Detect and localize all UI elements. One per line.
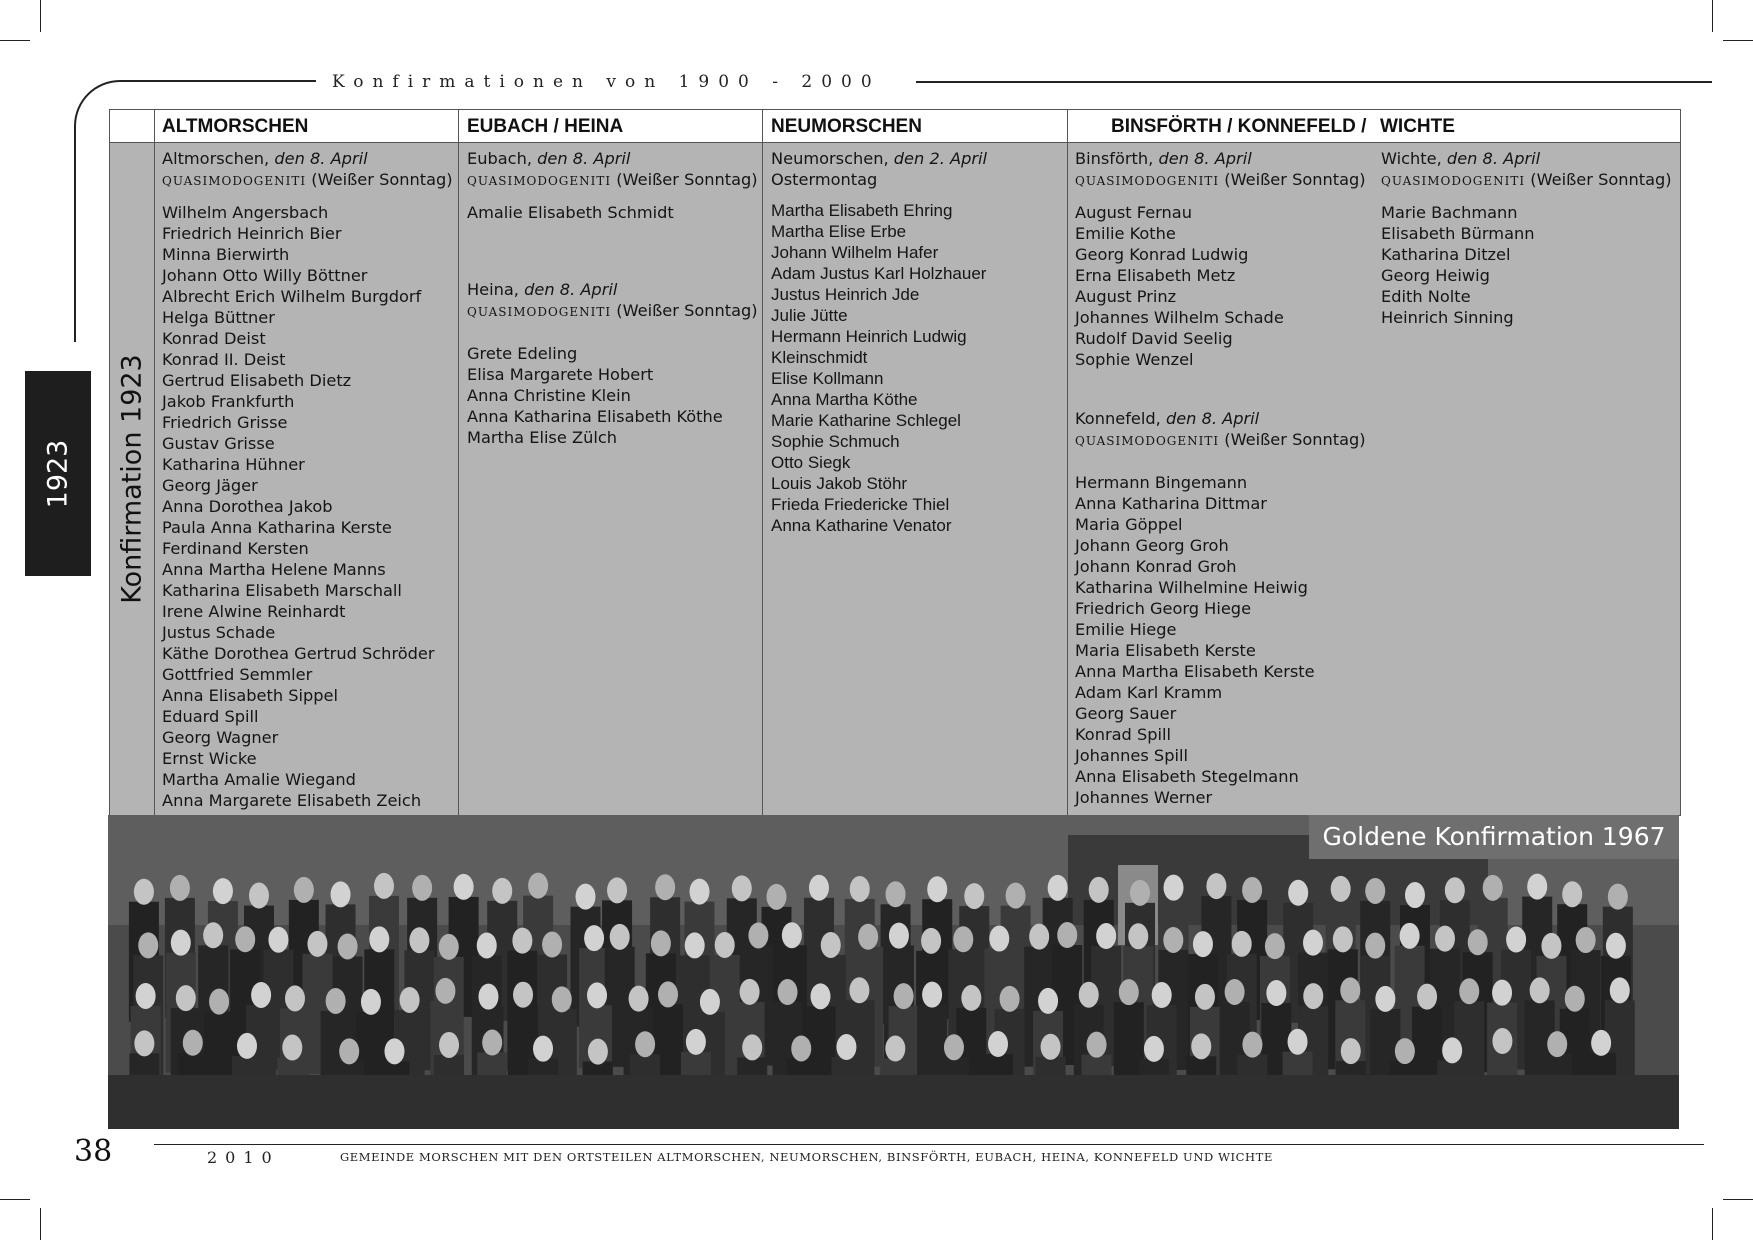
list-item: Anna Martha Elisabeth Kerste xyxy=(1075,662,1315,681)
list-item: Anna Margarete Elisabeth Zeich xyxy=(162,791,422,810)
list-item: Emilie Hiege xyxy=(1075,620,1177,639)
list-item: Gottfried Semmler xyxy=(162,665,313,684)
header-rule xyxy=(916,81,1712,83)
year-tab-label: 1923 xyxy=(42,439,74,508)
column-altmorschen xyxy=(162,148,453,811)
list-item: Grete Edeling xyxy=(467,344,578,363)
name-list xyxy=(162,202,453,811)
list-item: Georg Sauer xyxy=(1075,704,1177,723)
list-item: Friedrich Grisse xyxy=(162,413,288,432)
list-item: Anna Katharina Dittmar xyxy=(1075,494,1267,513)
group-photo-image xyxy=(108,815,1679,1129)
table-header-row xyxy=(110,110,1680,143)
list-item: Anna Christine Klein xyxy=(467,386,631,405)
crop-mark xyxy=(40,0,41,32)
list-item: Julie Jütte xyxy=(771,306,848,325)
list-item: Adam Justus Karl Holzhauer xyxy=(771,264,987,283)
list-item: Sophie Wenzel xyxy=(1075,350,1194,369)
list-item: Anna Martha Köthe xyxy=(771,390,918,409)
crop-mark xyxy=(40,1208,41,1240)
list-item: Amalie Elisabeth Schmidt xyxy=(467,203,674,222)
sunday-line: QUASIMODOGENITI (Weißer Sonntag) xyxy=(1075,430,1366,449)
column-neumorschen xyxy=(771,148,987,536)
crop-mark xyxy=(1723,1199,1753,1200)
list-item: Georg Wagner xyxy=(162,728,279,747)
list-item: Erna Elisabeth Metz xyxy=(1075,266,1236,285)
crop-mark xyxy=(1723,40,1753,41)
list-item: Hermann Bingemann xyxy=(1075,473,1248,492)
list-item: Minna Bierwirth xyxy=(162,245,290,264)
list-item: Johann Otto Willy Böttner xyxy=(162,266,368,285)
page-number: 38 xyxy=(74,1134,113,1169)
list-item: Frieda Friedericke Thiel xyxy=(771,495,950,514)
list-item: Paula Anna Katharina Kerste xyxy=(162,518,392,537)
sunday-line: QUASIMODOGENITI (Weißer Sonntag) xyxy=(1075,170,1366,189)
list-item: Gustav Grisse xyxy=(162,434,275,453)
side-label: Konfirmation 1923 xyxy=(116,354,148,604)
list-item: Marie Bachmann xyxy=(1381,203,1518,222)
sunday-line: QUASIMODOGENITI (Weißer Sonntag) xyxy=(467,301,758,320)
column-wichte xyxy=(1381,148,1672,328)
list-item: Edith Nolte xyxy=(1381,287,1471,306)
list-item: Justus Schade xyxy=(162,623,276,642)
place-date: Binsförth, den 8. April xyxy=(1075,149,1252,168)
name-list xyxy=(1075,202,1366,370)
list-item: Johann Georg Groh xyxy=(1075,536,1229,555)
list-item: Anna Martha Helene Manns xyxy=(162,560,386,579)
list-item: Justus Heinrich Jde xyxy=(771,285,920,304)
name-list xyxy=(1075,472,1366,808)
place-date: Eubach, den 8. April xyxy=(467,149,631,168)
list-item: Johannes Werner xyxy=(1075,788,1213,807)
list-item: Gertrud Elisabeth Dietz xyxy=(162,371,352,390)
list-item: Anna Katharina Elisabeth Köthe xyxy=(467,407,723,426)
group-photo xyxy=(108,815,1679,1129)
list-item: Eduard Spill xyxy=(162,707,259,726)
list-item: Georg Heiwig xyxy=(1381,266,1490,285)
list-item: Johannes Spill xyxy=(1075,746,1188,765)
place-date: Heina, den 8. April xyxy=(467,280,618,299)
list-item: Elisa Margarete Hobert xyxy=(467,365,654,384)
list-item: Georg Konrad Ludwig xyxy=(1075,245,1249,264)
place-date: Wichte, den 8. April xyxy=(1381,149,1541,168)
page-header-title: Konfirmationen von 1900 - 2000 xyxy=(332,72,881,92)
list-item: Johannes Wilhelm Schade xyxy=(1075,308,1284,327)
list-item: Ernst Wicke xyxy=(162,749,257,768)
list-item: Maria Elisabeth Kerste xyxy=(1075,641,1256,660)
sunday-line: Ostermontag xyxy=(771,170,878,189)
list-item: Sophie Schmuch xyxy=(771,432,900,451)
place-date: Neumorschen, den 2. April xyxy=(771,149,988,168)
list-item: Friedrich Georg Hiege xyxy=(1075,599,1252,618)
list-item: Anna Elisabeth Stegelmann xyxy=(1075,767,1299,786)
list-item: Martha Amalie Wiegand xyxy=(162,770,356,789)
side-label-cell xyxy=(110,143,154,815)
sunday-line: QUASIMODOGENITI (Weißer Sonntag) xyxy=(162,170,453,189)
list-item: Heinrich Sinning xyxy=(1381,308,1514,327)
footer-rule xyxy=(154,1144,1704,1145)
list-item: Rudolf David Seelig xyxy=(1075,329,1233,348)
list-item: Martha Elise Zülch xyxy=(467,428,617,447)
list-item: Konrad II. Deist xyxy=(162,350,286,369)
year-tab xyxy=(25,371,91,576)
column-divider xyxy=(762,110,763,815)
list-item: Katharina Ditzel xyxy=(1381,245,1511,264)
name-list xyxy=(467,343,758,448)
list-item: Konrad Spill xyxy=(1075,725,1172,744)
list-item: Johann Wilhelm Hafer xyxy=(771,243,939,262)
crop-mark xyxy=(0,40,30,41)
list-item: Martha Elisabeth Ehring xyxy=(771,201,953,220)
list-item: Irene Alwine Reinhardt xyxy=(162,602,346,621)
list-item: Katharina Wilhelmine Heiwig xyxy=(1075,578,1308,597)
footer-text: GEMEINDE MORSCHEN MIT DEN ORTSTEILEN ALTMORSCHEN, NEUMORSCHEN, BINSFÖRTH, EUBACH, HEINA, KONNEFELD UND WICHTE xyxy=(340,1150,1273,1164)
footer-year: 2010 xyxy=(207,1148,280,1167)
column-header-eubach-heina: EUBACH / HEINA xyxy=(467,116,624,137)
list-item: Friedrich Heinrich Bier xyxy=(162,224,342,243)
name-list xyxy=(771,200,987,536)
list-item: Elisabeth Bürmann xyxy=(1381,224,1535,243)
list-item: Konrad Deist xyxy=(162,329,266,348)
crop-mark xyxy=(1712,1208,1713,1240)
list-item: August Prinz xyxy=(1075,287,1177,306)
confirmation-table xyxy=(109,109,1681,816)
list-item: Katharina Hühner xyxy=(162,455,305,474)
column-header-altmorschen: ALTMORSCHEN xyxy=(162,116,309,137)
list-item: Käthe Dorothea Gertrud Schröder xyxy=(162,644,435,663)
list-item: Katharina Elisabeth Marschall xyxy=(162,581,402,600)
list-item: Helga Büttner xyxy=(162,308,275,327)
crop-mark xyxy=(0,1199,30,1200)
list-item: Marie Katharine Schlegel xyxy=(771,411,961,430)
list-item: Wilhelm Angersbach xyxy=(162,203,329,222)
name-list xyxy=(1381,202,1672,328)
list-item: Jakob Frankfurth xyxy=(162,392,295,411)
column-header-binsfoerth-konnefeld: BINSFÖRTH / KONNEFELD / xyxy=(1111,116,1367,137)
list-item: August Fernau xyxy=(1075,203,1192,222)
list-item: Otto Siegk xyxy=(771,453,851,472)
list-item: Anna Katharine Venator xyxy=(771,516,952,535)
place-date: Konnefeld, den 8. April xyxy=(1075,409,1260,428)
list-item: Martha Elise Erbe xyxy=(771,222,907,241)
name-list xyxy=(467,202,758,223)
column-divider xyxy=(458,110,459,815)
list-item: Anna Dorothea Jakob xyxy=(162,497,333,516)
column-divider xyxy=(154,110,155,815)
list-item: Albrecht Erich Wilhelm Burgdorf xyxy=(162,287,422,306)
place-date: Altmorschen, den 8. April xyxy=(162,149,368,168)
column-header-wichte: WICHTE xyxy=(1380,116,1455,137)
list-item: Maria Göppel xyxy=(1075,515,1183,534)
list-item: Emilie Kothe xyxy=(1075,224,1176,243)
list-item: Elise Kollmann xyxy=(771,369,884,388)
sunday-line: QUASIMODOGENITI (Weißer Sonntag) xyxy=(1381,170,1672,189)
list-item: Anna Elisabeth Sippel xyxy=(162,686,338,705)
sunday-line: QUASIMODOGENITI (Weißer Sonntag) xyxy=(467,170,758,189)
column-binsfoerth-konnefeld xyxy=(1075,148,1366,808)
crop-mark xyxy=(1712,0,1713,32)
list-item: Georg Jäger xyxy=(162,476,258,495)
list-item: Johann Konrad Groh xyxy=(1075,557,1237,576)
column-eubach-heina xyxy=(467,148,758,448)
list-item: Adam Karl Kramm xyxy=(1075,683,1223,702)
list-item: Ferdinand Kersten xyxy=(162,539,309,558)
column-divider xyxy=(1067,110,1068,815)
list-item: Hermann Heinrich Ludwig xyxy=(771,327,967,346)
column-header-neumorschen: NEUMORSCHEN xyxy=(771,116,922,137)
list-item: Louis Jakob Stöhr xyxy=(771,474,908,493)
photo-caption: Goldene Konfirmation 1967 xyxy=(1309,815,1679,859)
list-item: Kleinschmidt xyxy=(771,348,868,367)
